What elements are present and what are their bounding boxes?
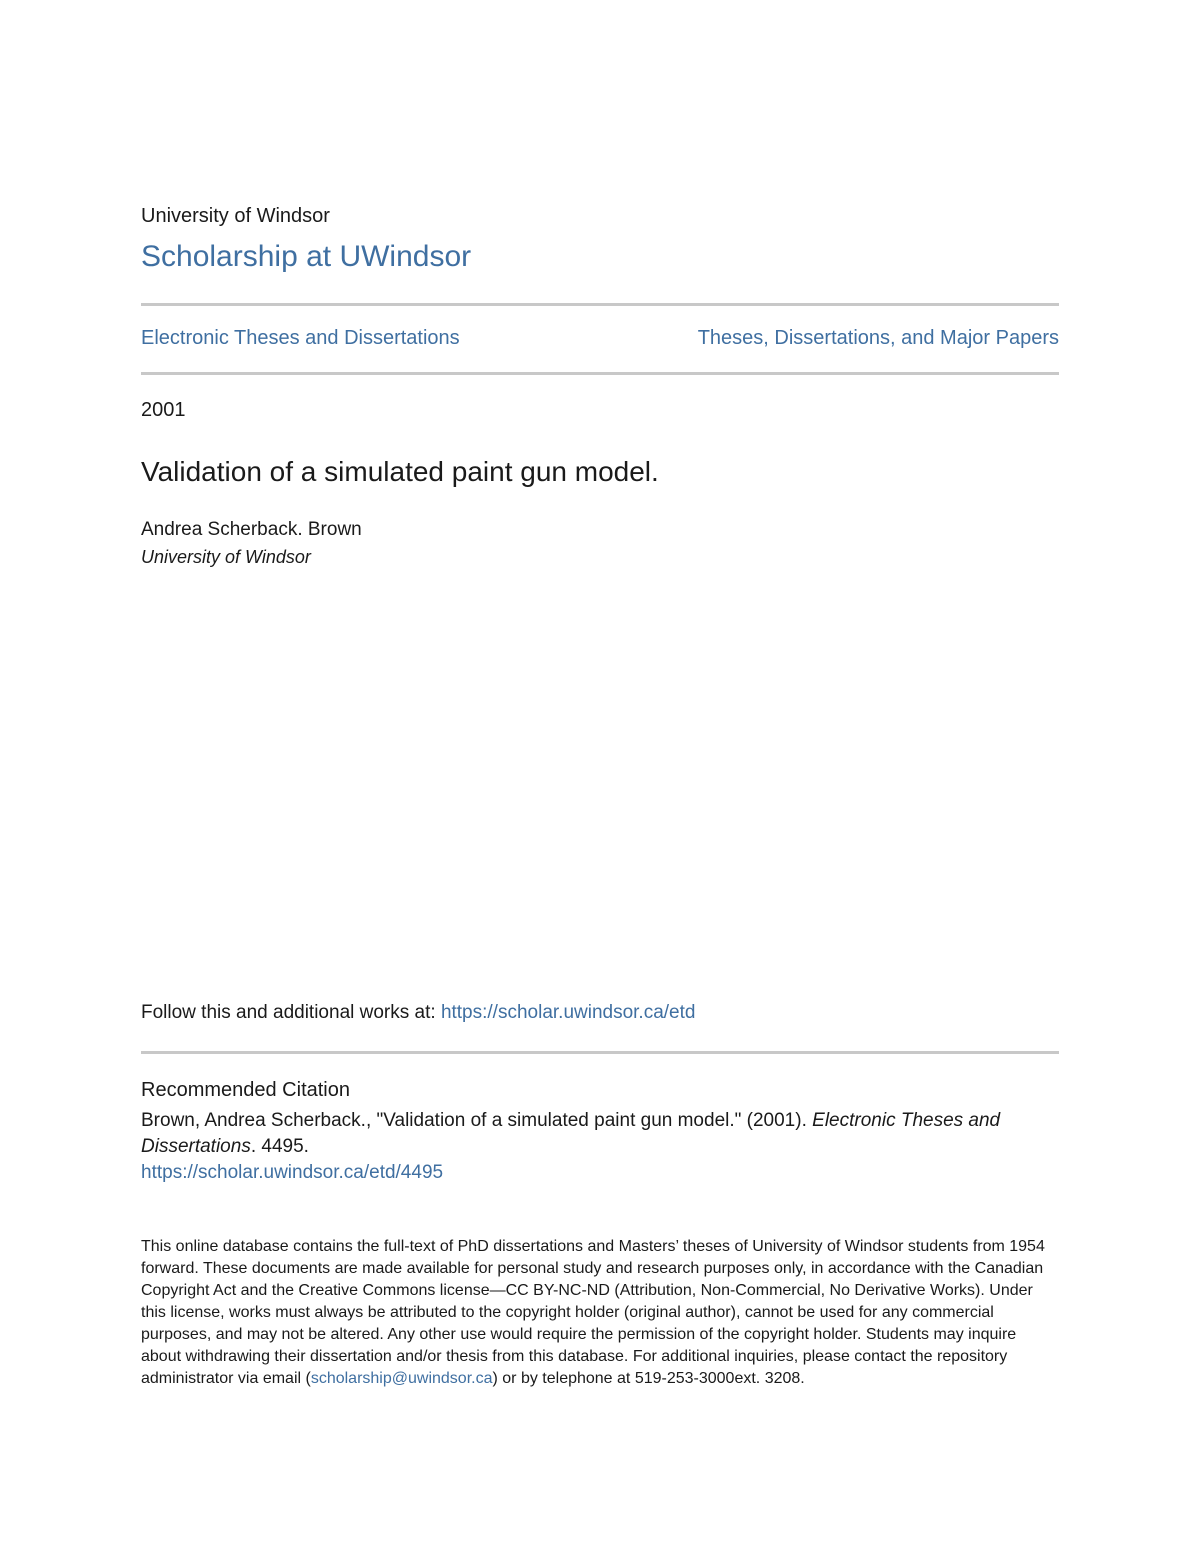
citation-url-link[interactable]: https://scholar.uwindsor.ca/etd/4495 bbox=[141, 1162, 444, 1183]
citation-series: Electronic Theses and Dissertations bbox=[141, 1110, 1001, 1157]
citation-text-before: Brown, Andrea Scherback., "Validation of a simulated paint gun model." (2001). bbox=[141, 1110, 813, 1131]
contact-email-link[interactable]: scholarship@uwindsor.ca bbox=[310, 1370, 493, 1387]
collection-divider bbox=[141, 372, 1059, 375]
citation-divider bbox=[141, 1051, 1059, 1054]
disclaimer-text-after: ) or by telephone at 519-253-3000ext. 3208. bbox=[492, 1370, 805, 1387]
disclaimer-text bbox=[141, 1236, 1059, 1390]
citation-heading: Recommended Citation bbox=[141, 1079, 350, 1101]
citation-text bbox=[141, 1108, 1059, 1160]
author-name: Andrea Scherback. Brown bbox=[141, 519, 362, 540]
repository-link[interactable]: Scholarship at UWindsor bbox=[141, 240, 472, 273]
follow-url-link[interactable]: https://scholar.uwindsor.ca/etd bbox=[440, 1002, 696, 1023]
follow-prefix: Follow this and additional works at: bbox=[141, 1002, 441, 1023]
disclaimer-text-before: This online database contains the full-text of PhD dissertations and Masters’ theses of University of Windsor students from 1954 forward. These documents are made available for personal study and research purposes only, in accordance with the Canadian Copyright Act and the Creative Commons license—CC BY-NC-ND (Attribution, Non-Commercial, No Derivative Works). Under this license, works must always be attributed to the copyright holder (original author), cannot be used for any commercial purposes, and may not be altered. Any other use would require the permission of the copyright holder. Students may inquire about withdrawing their dissertation and/or thesis from this database. For additional inquiries, please contact the repository administrator via email ( bbox=[141, 1238, 1045, 1387]
citation-text-after: . 4495. bbox=[250, 1136, 309, 1157]
work-title: Validation of a simulated paint gun model. bbox=[141, 456, 659, 487]
follow-line bbox=[141, 1002, 695, 1024]
publication-year: 2001 bbox=[141, 399, 186, 421]
top-divider bbox=[141, 303, 1059, 306]
collection-link-etd[interactable]: Electronic Theses and Dissertations bbox=[141, 327, 460, 349]
institution-name: University of Windsor bbox=[141, 205, 330, 227]
author-affiliation: University of Windsor bbox=[141, 547, 311, 567]
collection-link-theses[interactable]: Theses, Dissertations, and Major Papers bbox=[697, 327, 1059, 349]
